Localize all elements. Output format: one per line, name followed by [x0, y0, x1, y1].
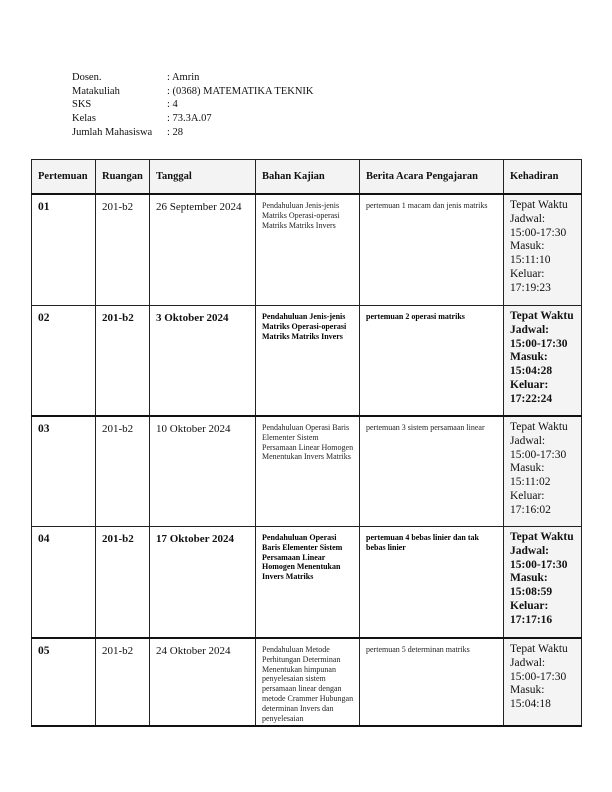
table-row — [32, 306, 582, 417]
info-row-matakuliah — [72, 85, 314, 99]
meeting-number: 04 — [32, 527, 96, 639]
topic: Pendahuluan Jenis-jenis Matriks Operasi-operasi Matriks Matriks Invers — [256, 194, 360, 306]
room: 201-b2 — [96, 638, 150, 726]
meeting-number: 05 — [32, 638, 96, 726]
info-value: : 28 — [167, 126, 184, 138]
info-row-kelas — [72, 112, 314, 126]
topic: Pendahuluan Operasi Baris Elementer Sistem Persamaan Linear Homogen Menentukan Invers Matriks — [256, 416, 360, 527]
schedule-label: Jadwal: — [510, 434, 546, 447]
table-row — [32, 194, 582, 306]
info-row-dosen — [72, 71, 314, 85]
teaching-notes: pertemuan 2 operasi matriks — [360, 306, 504, 417]
check-out-value: 17:19:23 — [510, 281, 551, 294]
info-label: Matakuliah — [72, 85, 120, 97]
check-in-label: Masuk: — [510, 462, 545, 475]
table-header-row — [32, 160, 582, 195]
table-row — [32, 416, 582, 527]
info-value: : (0368) MATEMATIKA TEKNIK — [167, 85, 314, 97]
check-in-label: Masuk: — [510, 240, 545, 253]
room: 201-b2 — [96, 306, 150, 417]
attendance — [504, 306, 582, 417]
schedule-label: Jadwal: — [510, 323, 549, 336]
topic: Pendahuluan Metode Perhitungan Determinan Menentukan himpunan penyelesaian sistem persamaan linear dengan metode Crammer Hubungan determinan Invers dan penyelesaian — [256, 638, 360, 726]
meeting-number: 02 — [32, 306, 96, 417]
attendance-status: Tepat Waktu — [510, 643, 568, 655]
room: 201-b2 — [96, 416, 150, 527]
schedule-value: 15:00-17:30 — [510, 558, 568, 571]
check-out-label: Keluar: — [510, 378, 549, 391]
attendance — [504, 416, 582, 527]
table-row — [32, 638, 582, 726]
info-value: : 73.3A.07 — [167, 113, 212, 125]
date: 10 Oktober 2024 — [150, 416, 256, 527]
topic: Pendahuluan Jenis-jenis Matriks Operasi-operasi Matriks Matriks Invers — [256, 306, 360, 417]
schedule-label: Jadwal: — [510, 212, 546, 225]
col-header-tanggal: Tanggal — [150, 160, 256, 195]
meeting-number: 01 — [32, 194, 96, 306]
schedule-value: 15:00-17:30 — [510, 670, 567, 683]
check-in-value: 15:08:59 — [510, 586, 553, 599]
info-row-sks — [72, 98, 314, 112]
room: 201-b2 — [96, 194, 150, 306]
check-in-value: 15:11:10 — [510, 254, 551, 267]
teaching-notes: pertemuan 4 bebas linier dan tak bebas linier — [360, 527, 504, 639]
check-in-label: Masuk: — [510, 684, 545, 697]
room: 201-b2 — [96, 527, 150, 639]
check-out-value: 17:16:02 — [510, 503, 551, 516]
date: 24 Oktober 2024 — [150, 638, 256, 726]
check-out-label: Keluar: — [510, 267, 545, 280]
attendance-table — [31, 159, 582, 727]
check-in-value: 15:04:18 — [510, 698, 551, 711]
schedule-label: Jadwal: — [510, 544, 549, 557]
check-out-label: Keluar: — [510, 489, 545, 502]
info-label: Kelas — [72, 113, 96, 125]
info-value: : 4 — [167, 99, 178, 111]
topic: Pendahuluan Operasi Baris Elementer Sistem Persamaan Linear Homogen Menentukan Invers Matriks — [256, 527, 360, 639]
col-header-pertemuan: Pertemuan — [32, 160, 96, 195]
schedule-label: Jadwal: — [510, 656, 546, 669]
attendance — [504, 527, 582, 639]
attendance-status: Tepat Waktu — [510, 421, 568, 433]
attendance-status: Tepat Waktu — [510, 199, 568, 211]
check-out-value: 17:17:16 — [510, 613, 553, 626]
schedule-value: 15:00-17:30 — [510, 448, 567, 461]
date: 3 Oktober 2024 — [150, 306, 256, 417]
table-row — [32, 527, 582, 639]
info-label: Dosen. — [72, 72, 102, 83]
teaching-notes: pertemuan 3 sistem persamaan linear — [360, 416, 504, 527]
col-header-kehadiran: Kehadiran — [504, 160, 582, 195]
check-out-value: 17:22:24 — [510, 392, 553, 405]
schedule-value: 15:00-17:30 — [510, 226, 567, 239]
check-in-value: 15:11:02 — [510, 476, 551, 489]
teaching-notes: pertemuan 1 macam dan jenis matriks — [360, 194, 504, 306]
attendance — [504, 638, 582, 726]
teaching-notes: pertemuan 5 determinan matriks — [360, 638, 504, 726]
schedule-value: 15:00-17:30 — [510, 337, 568, 350]
check-in-value: 15:04:28 — [510, 365, 553, 378]
attendance-status: Tepat Waktu — [510, 310, 574, 322]
check-in-label: Masuk: — [510, 572, 548, 585]
date: 26 September 2024 — [150, 194, 256, 306]
info-row-jumlah-mahasiswa — [72, 126, 314, 140]
col-header-bahan-kajian: Bahan Kajian — [256, 160, 360, 195]
check-in-label: Masuk: — [510, 351, 548, 364]
attendance — [504, 194, 582, 306]
info-label: Jumlah Mahasiswa — [72, 126, 153, 138]
col-header-berita-acara: Berita Acara Pengajaran — [360, 160, 504, 195]
course-info — [72, 71, 314, 140]
check-out-label: Keluar: — [510, 599, 549, 612]
attendance-status: Tepat Waktu — [510, 531, 574, 543]
meeting-number: 03 — [32, 416, 96, 527]
info-value: : Amrin — [167, 72, 200, 83]
date: 17 Oktober 2024 — [150, 527, 256, 639]
info-label: SKS — [72, 99, 92, 111]
col-header-ruangan: Ruangan — [96, 160, 150, 195]
